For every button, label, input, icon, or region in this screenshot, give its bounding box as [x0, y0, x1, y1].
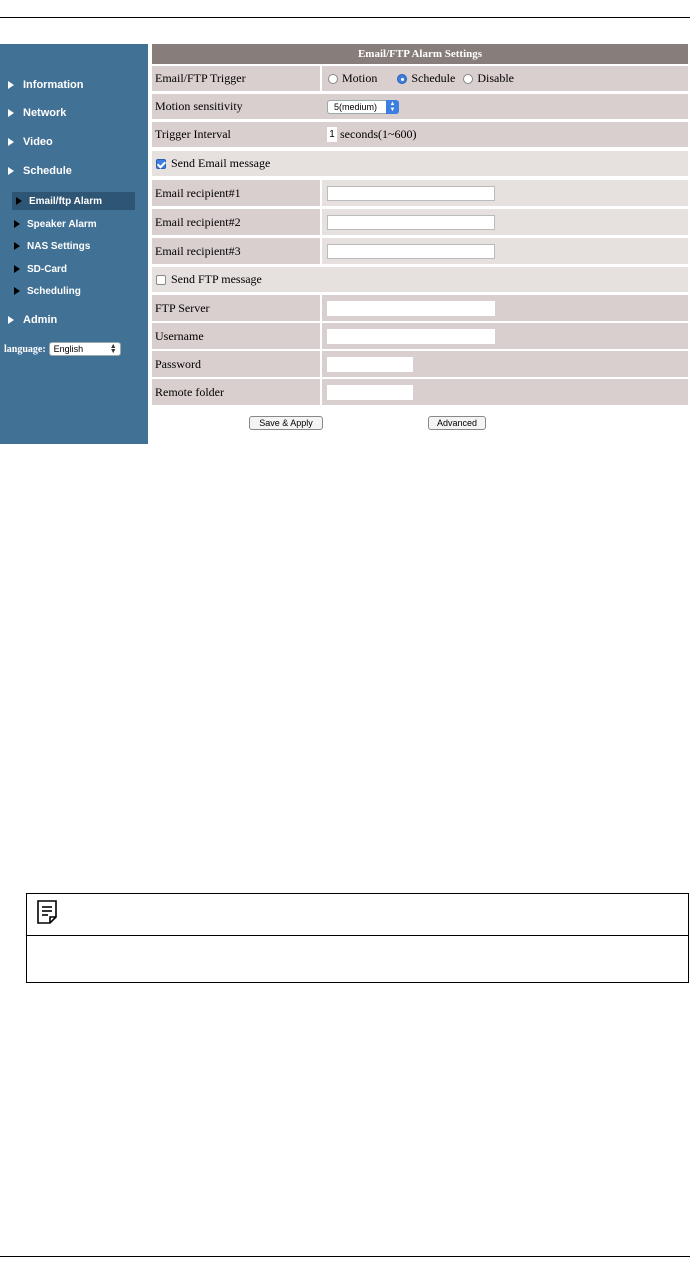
- select-arrows-icon: ▲ ▼: [109, 343, 117, 355]
- sidebar-item-label: Admin: [23, 314, 58, 326]
- radio-schedule-label: Schedule: [411, 71, 456, 85]
- triangle-right-icon: [16, 197, 22, 205]
- trigger-interval-input[interactable]: 1: [327, 127, 337, 142]
- send-ftp-checkbox[interactable]: [156, 275, 166, 285]
- email-ftp-settings-panel: [152, 44, 688, 428]
- trigger-interval-unit: seconds(1~600): [340, 127, 417, 141]
- email-recipient-2-label: Email recipient#2: [155, 214, 241, 229]
- motion-sensitivity-label: Motion sensitivity: [155, 99, 243, 113]
- select-arrows-icon: ▲ ▼: [386, 100, 399, 114]
- password-label: Password: [155, 356, 202, 371]
- cell-separator: [320, 295, 322, 321]
- email-recipient-3-label: Email recipient#3: [155, 243, 241, 258]
- sidebar-item-label: Information: [23, 79, 84, 91]
- triangle-right-icon: [8, 316, 14, 324]
- send-ftp-label: Send FTP message: [171, 272, 262, 286]
- save-apply-button[interactable]: Save & Apply: [249, 416, 323, 430]
- sidebar-subitem-label: Scheduling: [27, 285, 81, 297]
- motion-sensitivity-row: [152, 94, 688, 119]
- cell-separator: [320, 66, 322, 91]
- sidebar-item-admin[interactable]: [8, 311, 57, 329]
- sidebar-subitem-label: Speaker Alarm: [27, 218, 97, 230]
- bottom-rule: [0, 1256, 690, 1257]
- email-recipient-3-input[interactable]: [327, 244, 495, 259]
- email-recipient-1-row: [152, 180, 688, 206]
- sidebar-item-information[interactable]: [8, 76, 84, 94]
- sidebar-subitem-sd-card[interactable]: [14, 260, 67, 278]
- send-ftp-checkbox-group: [156, 267, 262, 292]
- email-recipient-1-label: Email recipient#1: [155, 185, 241, 200]
- trigger-interval-label: Trigger Interval: [155, 127, 231, 141]
- email-recipient-3-row: [152, 238, 688, 264]
- triangle-right-icon: [8, 81, 14, 89]
- radio-schedule[interactable]: [397, 74, 407, 84]
- remote-folder-label: Remote folder: [155, 384, 224, 399]
- send-email-checkbox[interactable]: [156, 159, 166, 169]
- sidebar-item-label: Schedule: [23, 165, 72, 177]
- language-value: English: [53, 344, 84, 354]
- note-box: [26, 893, 689, 983]
- username-label: Username: [155, 328, 204, 343]
- panel-title: Email/FTP Alarm Settings: [152, 44, 688, 64]
- trigger-interval-control: [327, 127, 416, 142]
- send-email-checkbox-group: [156, 151, 270, 176]
- email-recipient-2-input[interactable]: [327, 215, 495, 230]
- cell-separator: [320, 180, 322, 206]
- send-ftp-row: [152, 267, 688, 292]
- sidebar-subitem-label: Email/ftp Alarm: [29, 195, 102, 207]
- triangle-right-icon: [14, 265, 20, 273]
- note-icon: [37, 900, 57, 924]
- sidebar-item-label: Network: [23, 107, 67, 119]
- cell-separator: [320, 238, 322, 264]
- sidebar-item-network[interactable]: [8, 104, 66, 122]
- language-selector: [4, 342, 121, 356]
- email-recipient-1-input[interactable]: [327, 186, 495, 201]
- send-email-label: Send Email message: [171, 156, 271, 170]
- username-row: [152, 323, 688, 349]
- ftp-server-row: [152, 295, 688, 321]
- advanced-button[interactable]: Advanced: [428, 416, 486, 430]
- language-label: language:: [4, 343, 46, 355]
- ftp-server-label: FTP Server: [155, 300, 210, 315]
- password-row: [152, 351, 688, 377]
- triangle-right-icon: [8, 109, 14, 117]
- top-rule: [0, 17, 690, 18]
- send-email-row: [152, 151, 688, 176]
- radio-disable-label: Disable: [477, 71, 514, 85]
- cell-separator: [320, 351, 322, 377]
- cell-separator: [320, 379, 322, 405]
- ftp-server-input[interactable]: [327, 301, 495, 316]
- triangle-right-icon: [14, 287, 20, 295]
- triangle-right-icon: [8, 138, 14, 146]
- trigger-interval-row: [152, 122, 688, 147]
- sidebar-item-video[interactable]: [8, 133, 53, 151]
- sidebar-subitem-label: NAS Settings: [27, 240, 91, 252]
- sidebar: [0, 44, 148, 444]
- sidebar-subitem-email-ftp-alarm[interactable]: [12, 192, 135, 210]
- sidebar-item-schedule[interactable]: [8, 162, 72, 180]
- sidebar-subitem-nas-settings[interactable]: [14, 237, 90, 255]
- note-divider: [27, 935, 688, 936]
- remote-folder-input[interactable]: [327, 385, 413, 400]
- radio-disable[interactable]: [463, 74, 473, 84]
- sidebar-item-label: Video: [23, 136, 53, 148]
- sidebar-subitem-scheduling[interactable]: [14, 282, 81, 300]
- triangle-right-icon: [14, 242, 20, 250]
- cell-separator: [320, 209, 322, 235]
- username-input[interactable]: [327, 329, 495, 344]
- sidebar-subitem-speaker-alarm[interactable]: [14, 215, 97, 233]
- motion-sensitivity-value: 5(medium): [334, 102, 378, 112]
- triangle-right-icon: [8, 167, 14, 175]
- sidebar-subitem-label: SD-Card: [27, 263, 68, 275]
- trigger-radio-group: [328, 66, 534, 91]
- radio-motion-label: Motion: [342, 71, 378, 85]
- trigger-row: [152, 66, 688, 91]
- radio-motion[interactable]: [328, 74, 338, 84]
- email-recipient-2-row: [152, 209, 688, 235]
- trigger-label: Email/FTP Trigger: [155, 71, 246, 85]
- motion-sensitivity-select[interactable]: [327, 100, 399, 114]
- cell-separator: [320, 323, 322, 349]
- triangle-right-icon: [14, 220, 20, 228]
- language-select[interactable]: [49, 342, 121, 356]
- password-input[interactable]: [327, 357, 413, 372]
- remote-folder-row: [152, 379, 688, 405]
